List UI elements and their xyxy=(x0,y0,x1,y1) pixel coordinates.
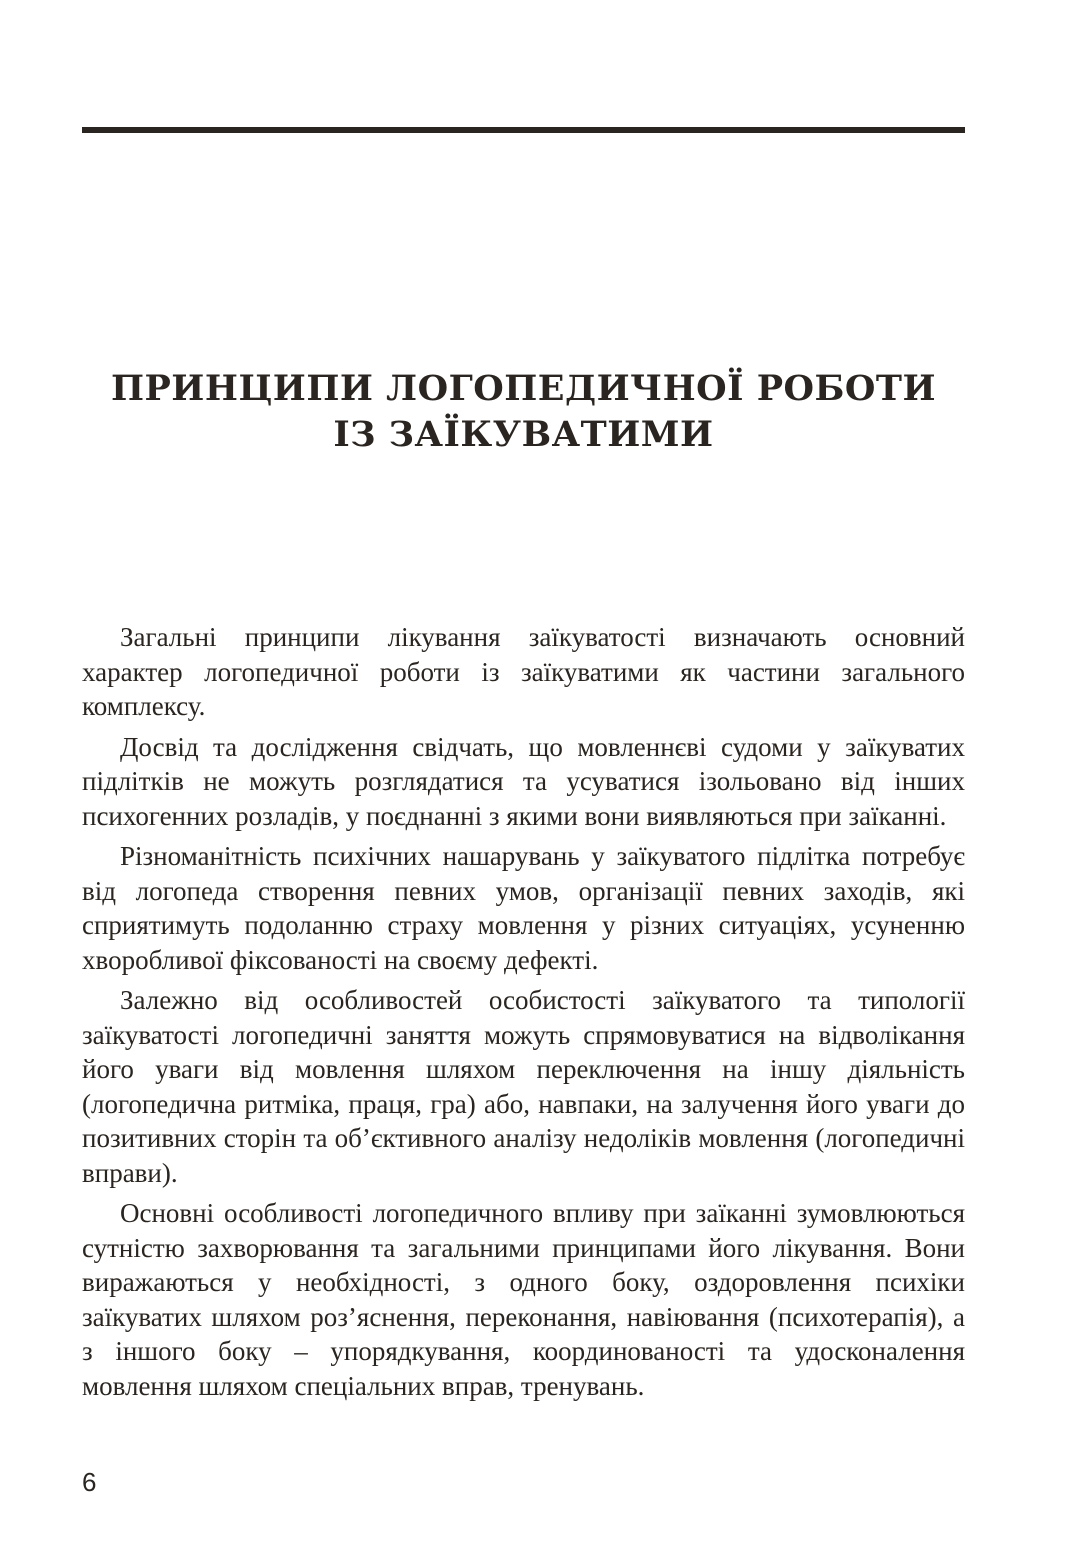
body-text xyxy=(82,620,965,1409)
paragraph-4: Залежно від особливостей особистості заїкуватого та типології заїкуватості логопедичні заняття можуть спрямовуватися на відволікання його уваги від мовлення шляхом переключення на іншу діяльність (логопедична ритміка, праця, гра) або, навпаки, на залучення його уваги до позитивних сторін та об’єктивного аналізу недоліків мовлення (логопедичні вправи). xyxy=(82,985,965,1188)
paragraph-1: Загальні принципи лікування заїкуватості визначають основний характер логопедичної роботи із заїкуватими як частини загального комплексу. xyxy=(82,622,965,721)
paragraph-2: Досвід та дослідження свідчать, що мовленнєві судоми у заїкуватих підлітків не можуть розглядатися та усуватися ізольовано від інших психогенних розладів, у поєднанні з якими вони виявляються при заїканні. xyxy=(82,731,965,831)
page-number: 6 xyxy=(82,1467,97,1497)
header-rule xyxy=(82,127,965,133)
paragraph-3: Різноманітність психічних нашарувань у заїкуватого підлітка потребує від логопеда створення певних умов, організації певних заходів, які сприятимуть подоланню страху мовлення у різних ситуаціях, усуненню хворобливої фіксованості на своєму дефекті. xyxy=(82,841,965,975)
chapter-title-line-1: ПРИНЦИПИ ЛОГОПЕДИЧНОЇ РОБОТИ xyxy=(110,368,937,409)
paragraph-5: Основні особливості логопедичного впливу при заїканні зумовлюються сутністю захворювання та загальними принципами його лікування. Вони виражаються у необхідності, з одного боку, оздоровлення психіки заїкуватих шляхом роз’яснення, переконання, навіювання (психотерапія), а з іншого боку – упорядкування, координованості та удосконалення мовлення шляхом спеціальних вправ, тренувань. xyxy=(82,1198,965,1401)
chapter-title-line-2: ІЗ ЗАЇКУВАТИМИ xyxy=(333,414,714,455)
chapter-title xyxy=(82,366,965,458)
